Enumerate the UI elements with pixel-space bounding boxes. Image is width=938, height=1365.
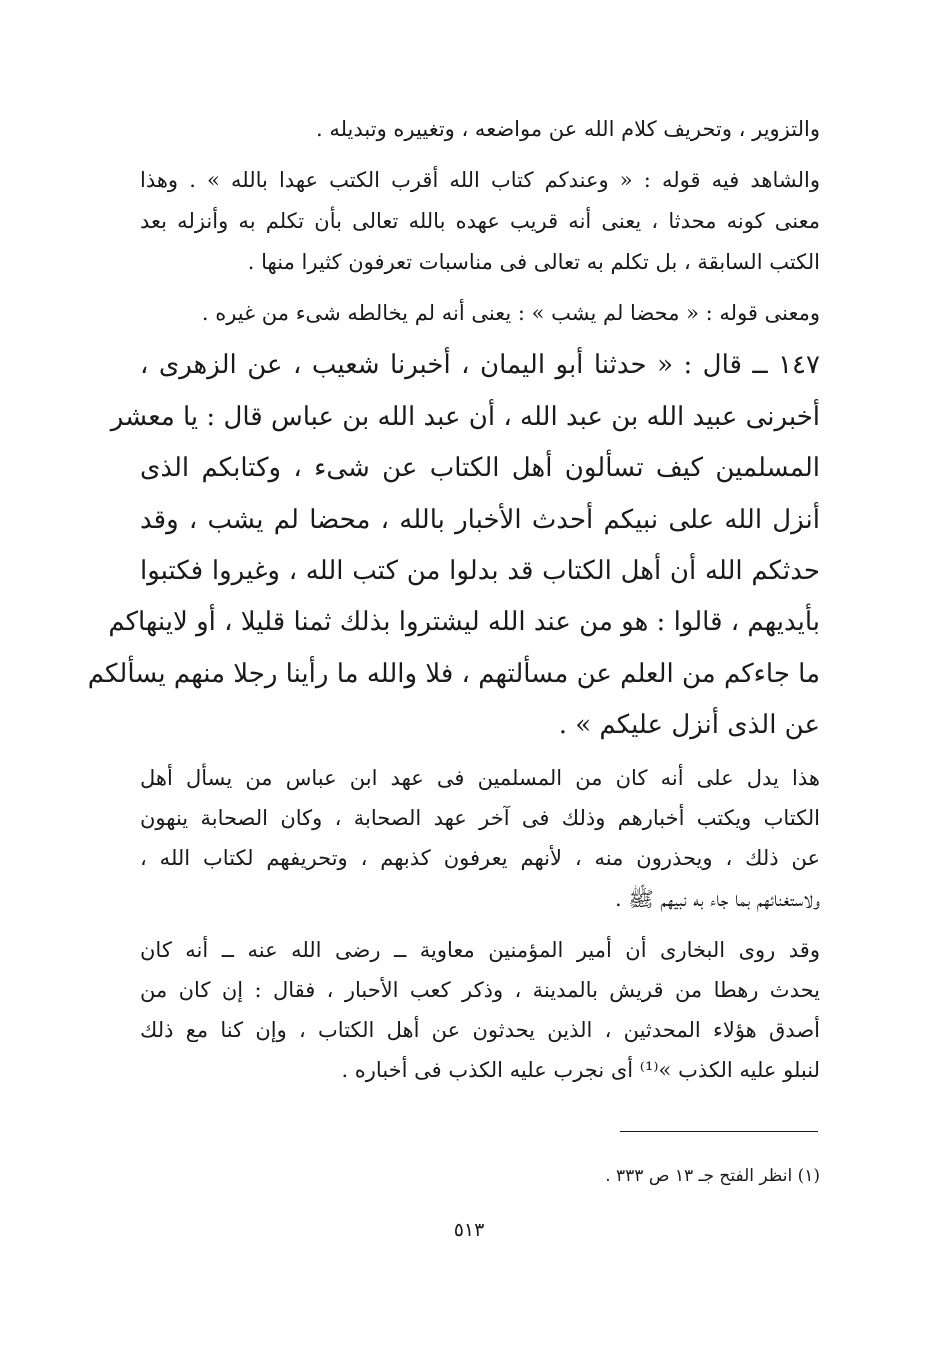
footnote: (١) انظر الفتح جـ ١٣ ص ٣٣٣ . [605, 1166, 820, 1186]
hadith-line: أخبرنى عبيد الله بن عبد الله ، أن عبد الله بن عباس قال : يا معشر [110, 402, 820, 432]
text-line: عن ذلك ، ويحذرون منه ، لأنهم يعرفون كذبهم ، وتحريفهم لكتاب الله ، [140, 846, 820, 870]
hadith-line: المسلمين كيف تسألون أهل الكتاب عن شىء ، وكتابكم الذى [140, 453, 820, 483]
text-line: ومعنى قوله : « محضا لم يشب » : يعنى أنه لم يخالطه شىء من غيره . [201, 301, 820, 325]
text-line: يحدث رهطا من قريش بالمدينة ، وذكر كعب الأحبار ، فقال : إن كان من [140, 978, 820, 1002]
text-line: أصدق هؤلاء المحدثين ، الذين يحدثون عن أهل الكتاب ، وإن كنا مع ذلك [140, 1018, 820, 1042]
text-line: ولاستغنائهم بما جاء به نبيهم ﷺ . [615, 887, 820, 911]
text-line: وقد روى البخارى أن أمير المؤمنين معاوية ــ رضى الله عنه ــ أنه كان [140, 938, 820, 962]
text-line: الكتاب ويكتب أخبارهم وذلك فى آخر عهد الصحابة ، وكان الصحابة ينهون [140, 806, 820, 830]
text-line: معنى كونه محدثا ، يعنى أنه قريب عهده بالله تعالى بأن تكلم به وأنزله بعد [140, 209, 820, 233]
text-line: لنبلو عليه الكذب »⁽¹⁾ أى نجرب عليه الكذب فى أخباره . [341, 1058, 820, 1082]
page-number: ٥١٣ [453, 1219, 485, 1241]
hadith-line: ما جاءكم من العلم عن مسألتهم ، فلا والله ما رأينا رجلا منهم يسألكم [87, 659, 820, 689]
hadith-line: حدثكم الله أن أهل الكتاب قد بدلوا من كتب الله ، وغيروا فكتبوا [140, 556, 820, 586]
text-line: هذا يدل على أنه كان من المسلمين فى عهد ابن عباس من يسأل أهل [140, 766, 820, 790]
hadith-line: عن الذى أنزل عليكم » . [558, 710, 820, 740]
footnote-divider [620, 1131, 818, 1132]
hadith-line: بأيديهم ، قالوا : هو من عند الله ليشتروا بذلك ثمنا قليلا ، أو لاينهاكم [108, 607, 820, 637]
hadith-line: ١٤٧ ــ قال : « حدثنا أبو اليمان ، أخبرنا شعيب ، عن الزهرى ، [140, 350, 820, 380]
hadith-line: أنزل الله على نبيكم أحدث الأخبار بالله ، محضا لم يشب ، وقد [140, 505, 820, 535]
text-line: والتزوير ، وتحريف كلام الله عن مواضعه ، وتغييره وتبديله . [316, 117, 820, 141]
text-line: والشاهد فيه قوله : « وعندكم كتاب الله أقرب الكتب عهدا بالله » . وهذا [140, 168, 820, 192]
text-line: الكتب السابقة ، بل تكلم به تعالى فى مناسبات تعرفون كثيرا منها . [247, 250, 820, 274]
